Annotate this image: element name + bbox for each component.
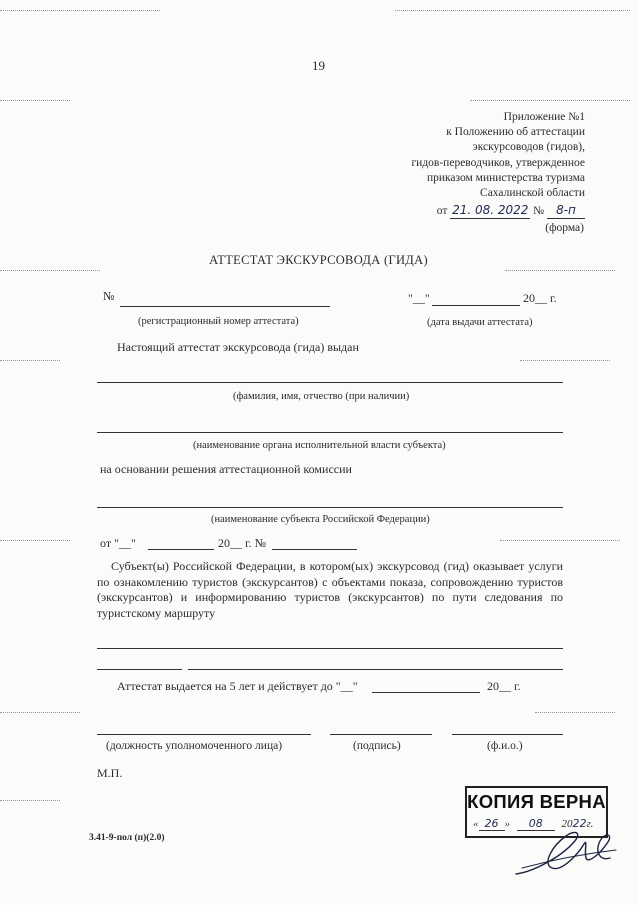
issue-date-field xyxy=(432,305,520,306)
subject-caption: (наименование субъекта Российской Федерации) xyxy=(211,514,430,525)
stamp-year-end: г. xyxy=(586,818,594,830)
issue-date-quote: "__" xyxy=(408,291,430,305)
decision-date-field xyxy=(148,549,214,550)
regions-field-line-2a xyxy=(97,669,182,670)
stamp-close-quote: » xyxy=(504,818,510,830)
order-date-prefix: от xyxy=(436,205,448,218)
appendix-block xyxy=(345,110,585,219)
fio-field xyxy=(452,734,563,735)
signature-field xyxy=(330,734,432,735)
appendix-line: приказом министерства туризма xyxy=(426,171,585,184)
seal-label: М.П. xyxy=(97,766,123,780)
scan-noise xyxy=(535,712,615,714)
validity-year: 20__ г. xyxy=(487,679,521,693)
page-number: 19 xyxy=(312,58,325,73)
scan-noise xyxy=(0,712,80,714)
issue-date-year: 20__ г. xyxy=(523,291,557,305)
order-number-label: № xyxy=(533,205,545,218)
scan-noise xyxy=(500,540,620,542)
position-field xyxy=(97,734,311,735)
order-number-handwritten: 8-п xyxy=(547,203,585,219)
subject-field xyxy=(97,507,563,508)
appendix-line: гидов-переводчиков, утвержденное xyxy=(411,156,585,169)
fio-caption: (ф.и.о.) xyxy=(487,740,523,752)
holder-name-caption: (фамилия, имя, отчество (при наличии) xyxy=(233,391,410,402)
decision-year-number: 20__ г. № xyxy=(218,536,267,550)
appendix-line: Приложение №1 xyxy=(503,111,585,123)
registration-number-caption: (регистрационный номер аттестата) xyxy=(138,316,299,327)
holder-name-field xyxy=(97,382,563,383)
appendix-line: экскурсоводов (гидов), xyxy=(472,141,585,154)
regions-field-line-1 xyxy=(97,648,563,649)
stamp-month: 08 xyxy=(517,817,555,831)
stamp-day: 26 xyxy=(479,817,505,831)
scan-noise xyxy=(0,270,100,272)
signature-caption: (подпись) xyxy=(353,740,401,752)
document-title: АТТЕСТАТ ЭКСКУРСОВОДА (ГИДА) xyxy=(209,253,428,267)
scan-noise xyxy=(0,540,70,542)
scan-noise xyxy=(520,360,610,362)
signature-stroke xyxy=(516,832,610,874)
regions-paragraph: Субъект(ы) Российской Федерации, в котором(ых) экскурсовод (гид) оказывает услуги по ознакомлению туристов (экскурсантов) с объектами показа, сопровождению туристов (экскурсантов) и информированию туристов (экскурсантов) по пути следования по туристскому маршруту xyxy=(97,559,563,620)
regions-field-line-2b xyxy=(188,669,563,670)
order-date-handwritten: 21. 08. 2022 xyxy=(450,203,530,219)
decision-date-prefix: от "__" xyxy=(100,536,136,550)
appendix-line: к Положению об аттестации xyxy=(446,126,585,139)
scan-noise xyxy=(0,360,60,362)
stamp-title: КОПИЯ ВЕРНА xyxy=(467,791,606,812)
validity-label: Аттестат выдается на 5 лет и действует до "__" xyxy=(117,679,358,693)
signature-underline-stroke xyxy=(522,850,616,868)
registration-number-field xyxy=(120,306,330,307)
issue-date-caption: (дата выдачи аттестата) xyxy=(427,317,533,328)
decision-number-field xyxy=(272,549,357,550)
position-caption: (должность уполномоченного лица) xyxy=(106,740,283,752)
scan-noise xyxy=(0,100,70,102)
scan-noise xyxy=(505,270,615,272)
scan-noise xyxy=(0,800,60,802)
scan-noise xyxy=(395,10,630,12)
scan-noise xyxy=(0,10,160,12)
authority-caption: (наименование органа исполнительной власти субъекта) xyxy=(193,440,446,451)
scan-noise xyxy=(470,100,630,102)
handwritten-signature-icon xyxy=(512,828,622,880)
stamp-year-prefix: 20 xyxy=(561,818,573,830)
basis-label: на основании решения аттестационной комиссии xyxy=(100,462,352,476)
number-prefix: № xyxy=(103,289,115,303)
issued-to-label: Настоящий аттестат экскурсовода (гида) выдан xyxy=(117,340,359,354)
appendix-line: Сахалинской области xyxy=(480,187,585,200)
footer-code: 3.41-9-пол (п)(2.0) xyxy=(89,833,165,843)
authority-field xyxy=(97,432,563,433)
form-label: (форма) xyxy=(545,222,584,234)
validity-date-field xyxy=(372,692,480,693)
stamp-open-quote: « xyxy=(473,818,479,830)
stamp-year-suffix: 22 xyxy=(572,817,587,830)
appendix-order-line xyxy=(345,203,585,219)
